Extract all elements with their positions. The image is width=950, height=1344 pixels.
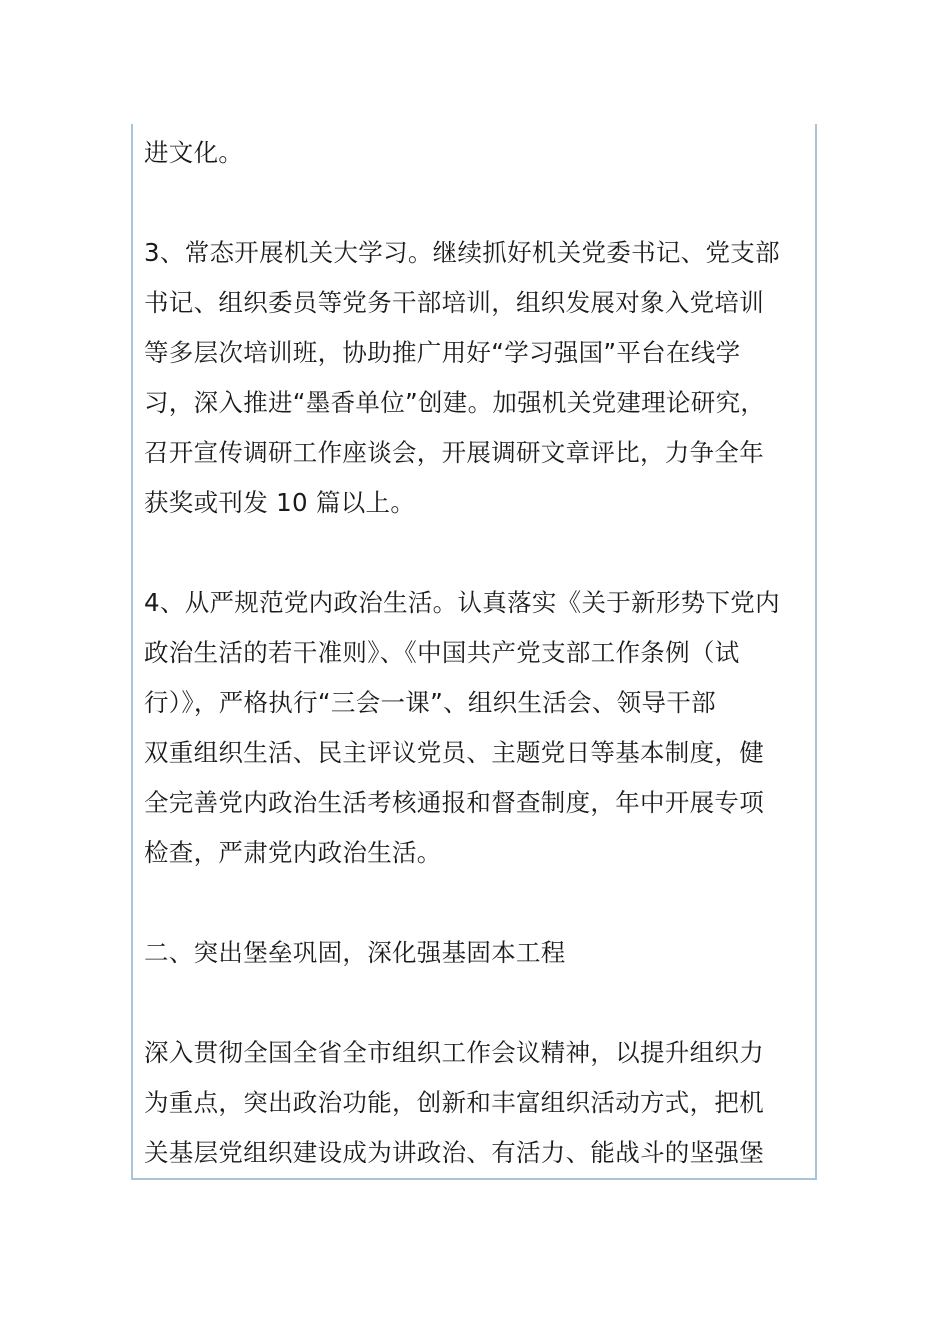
- text-line: 关基层党组织建设成为讲政治、有活力、能战斗的坚强堡: [144, 1138, 764, 1167]
- text-line: 进文化。: [144, 138, 244, 167]
- document-body: [144, 128, 804, 1178]
- section-heading: [144, 928, 804, 978]
- paragraph-item-3: [144, 228, 804, 528]
- text-line: 书记、组织委员等党务干部培训，组织发展对象入党培训: [144, 288, 764, 317]
- text-line: 等多层次培训班，协助推广用好“学习强国”平台在线学: [144, 338, 741, 367]
- text-line: 深入贯彻全国全省全市组织工作会议精神，以提升组织力: [144, 1038, 764, 1067]
- paragraph-section-intro: [144, 1028, 804, 1178]
- text-line: 召开宣传调研工作座谈会，开展调研文章评比，力争全年: [144, 438, 764, 467]
- text-line: 4、从严规范党内政治生活。认真落实《关于新形势下党内: [144, 588, 780, 617]
- text-line: 政治生活的若干准则》、《中国共产党支部工作条例（试: [144, 638, 740, 667]
- paragraph-gap: [144, 528, 804, 578]
- paragraph-item-4: [144, 578, 804, 878]
- paragraph-gap: [144, 878, 804, 928]
- text-line: 3、常态开展机关大学习。继续抓好机关党委书记、党支部: [144, 238, 780, 267]
- text-line: 全完善党内政治生活考核通报和督查制度，年中开展专项: [144, 788, 764, 817]
- paragraph-continuation: [144, 128, 804, 178]
- paragraph-gap: [144, 178, 804, 228]
- heading-text: 二、突出堡垒巩固，深化强基固本工程: [144, 938, 566, 967]
- text-line: 检查，严肃党内政治生活。: [144, 838, 442, 867]
- paragraph-gap: [144, 978, 804, 1028]
- text-line: 行）》，严格执行“三会一课”、组织生活会、领导干部: [144, 688, 716, 717]
- text-line: 获奖或刊发 10 篇以上。: [144, 488, 416, 517]
- text-line: 为重点，突出政治功能，创新和丰富组织活动方式，把机: [144, 1088, 764, 1117]
- text-line: 双重组织生活、民主评议党员、主题党日等基本制度，健: [144, 738, 764, 767]
- text-line: 习，深入推进“墨香单位”创建。加强机关党建理论研究，: [144, 388, 766, 417]
